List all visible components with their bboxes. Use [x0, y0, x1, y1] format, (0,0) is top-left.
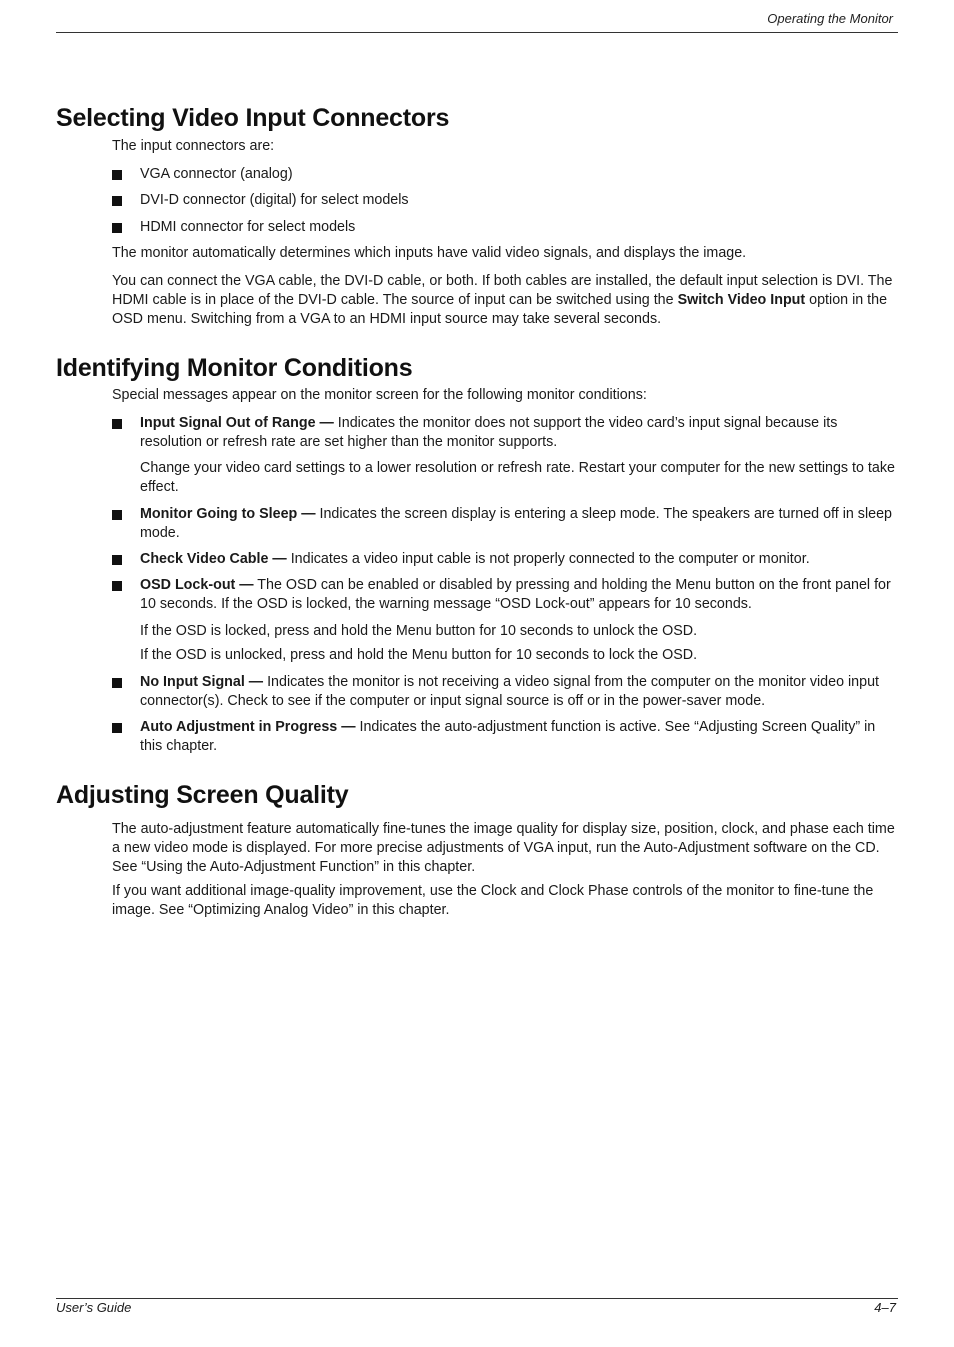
- list-item-text: HDMI connector for select models: [140, 219, 356, 235]
- list-item: [112, 191, 897, 210]
- running-header: Operating the Monitor: [767, 11, 893, 26]
- condition-desc: Indicates the monitor does not support the video card’s input signal because its resolution or refresh rate are set higher than the monitor supports.: [140, 415, 838, 450]
- para2-text-a: You can connect the VGA cable, the DVI-D cable, or both. If both cables are installed, the default input selection is DVI. The HDMI cable is in place of the DVI-D cable. The source of input can be switched using the: [112, 273, 893, 308]
- condition-title: Input Signal Out of Range —: [140, 415, 334, 431]
- conditions-intro: Special messages appear on the monitor screen for the following monitor conditions:: [112, 387, 647, 403]
- footer-rule: [56, 1298, 898, 1299]
- bullet-square-icon: [112, 419, 122, 429]
- osd-note-locked: If the OSD is locked, press and hold the Menu button for 10 seconds to unlock the OSD.: [140, 623, 698, 639]
- heading-video-input: Selecting Video Input Connectors: [56, 104, 450, 132]
- list-item: [112, 718, 897, 756]
- bullet-square-icon: [112, 170, 122, 180]
- bullet-square-icon: [112, 678, 122, 688]
- footer-title: User’s Guide: [56, 1300, 132, 1315]
- list-item: [112, 414, 897, 452]
- list-item-text: [140, 550, 897, 569]
- bullet-square-icon: [112, 581, 122, 591]
- condition-desc: The OSD can be enabled or disabled by pressing and holding the Menu button on the front panel for 10 seconds. If the OSD is locked, the warning message “OSD Lock-out” appears for 10 seconds.: [140, 577, 891, 612]
- list-item-text: VGA connector (analog): [140, 166, 293, 182]
- condition-title: Monitor Going to Sleep —: [140, 506, 316, 522]
- video-input-para1: The monitor automatically determines which inputs have valid video signals, and displays the image.: [112, 245, 747, 261]
- bullet-square-icon: [112, 555, 122, 565]
- list-item: [112, 505, 897, 543]
- switch-video-input-term: Switch Video Input: [677, 292, 806, 308]
- para2-text-b: option in the OSD menu. Switching from a VGA to an HDMI input source may take several seconds.: [112, 292, 888, 327]
- condition-desc: Indicates the monitor is not receiving a video signal from the computer on the monitor video input connector(s). Check to see if the computer or input signal source is off or in the power-saver mode.: [140, 674, 879, 709]
- bullet-square-icon: [112, 510, 122, 520]
- bullet-square-icon: [112, 723, 122, 733]
- heading-conditions: Identifying Monitor Conditions: [56, 354, 413, 382]
- list-item: [112, 550, 897, 569]
- video-input-para2: [112, 272, 897, 329]
- quality-para1: The auto-adjustment feature automatically fine-tunes the image quality for display size, position, clock, and phase each time a new video mode is displayed. For more precise adjustments of VGA input, run the Auto-Adjustment software on the CD. See “Using the Auto-Adjustment Function” in this chapter.: [112, 821, 895, 875]
- list-item: [112, 218, 897, 237]
- list-item-text: [140, 673, 897, 711]
- signal-note: Change your video card settings to a lower resolution or refresh rate. Restart your computer for the new settings to take effect.: [140, 460, 895, 495]
- condition-title: Auto Adjustment in Progress —: [140, 719, 356, 735]
- header-rule: [56, 32, 898, 33]
- condition-desc: Indicates a video input cable is not properly connected to the computer or monitor.: [286, 551, 810, 567]
- condition-title: OSD Lock-out —: [140, 577, 254, 593]
- heading-quality: Adjusting Screen Quality: [56, 781, 349, 809]
- list-item-text: [140, 505, 897, 543]
- condition-desc: Indicates the screen display is entering a sleep mode. The speakers are turned off in sleep mode.: [140, 506, 892, 541]
- condition-title: No Input Signal —: [140, 674, 264, 690]
- bullet-square-icon: [112, 196, 122, 206]
- list-item: [112, 165, 897, 184]
- list-item-text: [140, 718, 897, 756]
- list-item: [112, 576, 897, 614]
- bullet-square-icon: [112, 223, 122, 233]
- list-item-text: [140, 414, 897, 452]
- condition-desc: Indicates the auto-adjustment function is active. See “Adjusting Screen Quality” in this chapter.: [140, 719, 876, 754]
- list-item-text: DVI-D connector (digital) for select models: [140, 192, 409, 208]
- page-number: 4–7: [874, 1300, 896, 1315]
- video-input-intro: The input connectors are:: [112, 138, 275, 154]
- osd-note-unlocked: If the OSD is unlocked, press and hold the Menu button for 10 seconds to lock the OSD.: [140, 647, 698, 663]
- quality-para2: If you want additional image-quality improvement, use the Clock and Clock Phase controls of the monitor to fine-tune the image. See “Optimizing Analog Video” in this chapter.: [112, 883, 874, 918]
- list-item-text: [140, 576, 897, 614]
- list-item: [112, 673, 897, 711]
- condition-title: Check Video Cable —: [140, 551, 287, 567]
